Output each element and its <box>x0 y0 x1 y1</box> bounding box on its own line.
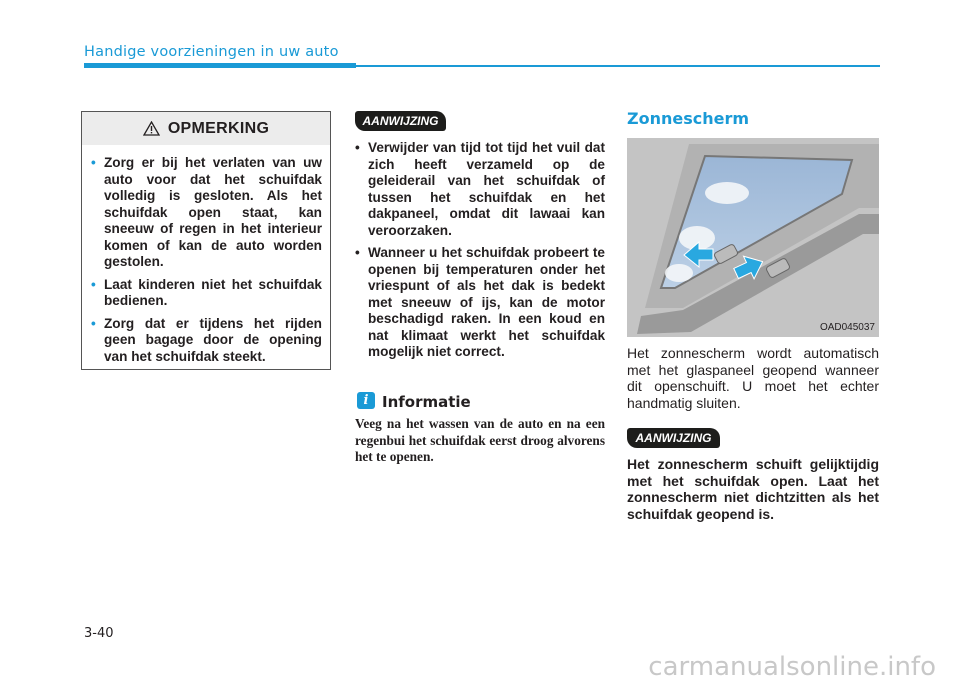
caution-box <box>81 111 331 370</box>
sunshade-illustration <box>627 138 879 337</box>
caution-item: • Zorg dat er tijdens het rijden geen bagage door de opening van het schuifdak steekt. <box>91 315 322 364</box>
zonnescherm-notice-text: Het zonnescherm schuift gelijktijdig met het schuifdak open. Laat het zonnescherm niet dichtzitten als het schuifdak geopend is. <box>627 456 879 522</box>
info-text: Veeg na het wassen van de auto en na een regenbui het schuifdak eerst droog alvorens het te openen. <box>355 416 605 464</box>
figure-code: OAD045037 <box>819 322 875 333</box>
section-title: Handige voorzieningen in uw auto <box>84 44 339 60</box>
caution-item: • Zorg er bij het verlaten van uw auto voor dat het schuifdak volledig is gesloten. Als het schuifdak open staat, kan sneeuw of regen in het interieur komen of kan de auto worden gestolen. <box>91 155 322 269</box>
header-rule-thin <box>356 65 880 67</box>
notice-item: • Verwijder van tijd tot tijd het vuil dat zich heeft verzameld op de geleiderail van het schuifdak of tussen het schuifdak en het dakpaneel, omdat dit lawaai kan veroorzaken. <box>355 140 605 238</box>
info-icon: i <box>357 392 375 409</box>
notice-item: • Wanneer u het schuifdak probeert te openen bij temperaturen onder het vriespunt of als het dak is bedekt met sneeuw of ijs, kan de motor beschadigd raken. In een koud en nat klimaat werkt het schuifdak mogelijk niet correct. <box>355 245 605 359</box>
caution-box-title: OPMERKING <box>167 119 270 137</box>
notice-list <box>355 140 605 367</box>
warning-triangle-icon <box>143 121 160 136</box>
notice-tag: AANWIJZING <box>627 428 720 448</box>
zonnescherm-heading: Zonnescherm <box>627 109 750 128</box>
zonnescherm-paragraph: Het zonnescherm wordt automatisch met het glaspaneel geopend wanneer dit openschuift. U moet het echter handmatig sluiten. <box>627 345 879 411</box>
caution-item: • Laat kinderen niet het schuifdak bedienen. <box>91 276 322 308</box>
sunroof-drawing <box>627 138 879 337</box>
watermark: carmanualsonline.info <box>648 652 936 682</box>
page-number: 3-40 <box>84 626 114 641</box>
caution-box-header <box>82 112 330 145</box>
info-title: Informatie <box>382 393 471 411</box>
notice-tag: AANWIJZING <box>355 111 446 131</box>
header-rule-thick <box>84 63 356 68</box>
caution-list <box>82 145 330 365</box>
